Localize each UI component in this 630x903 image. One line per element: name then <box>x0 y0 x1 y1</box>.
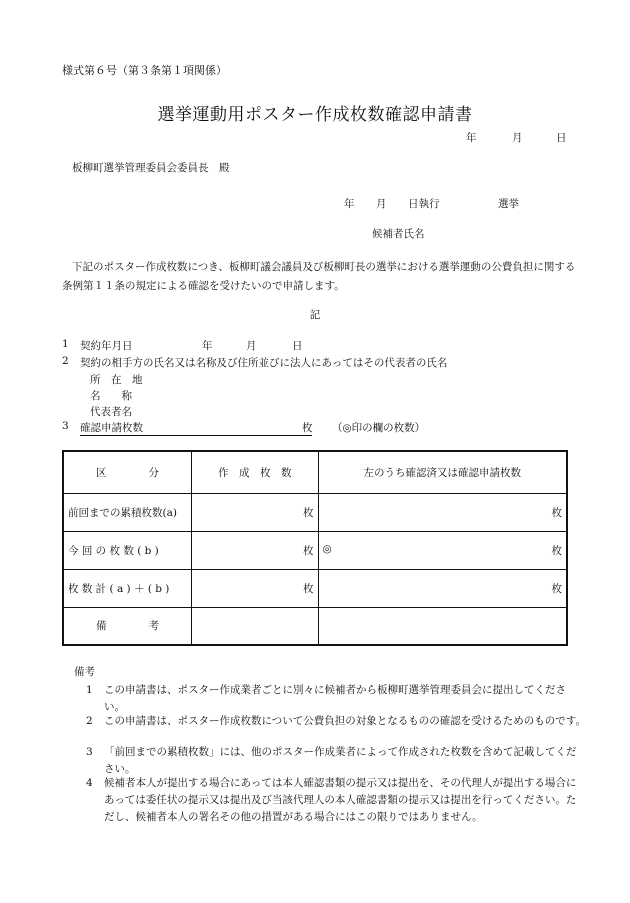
note-number: 3 <box>86 746 93 758</box>
row-unit-created: 枚 <box>192 493 319 531</box>
item2-representative: 代表者名 <box>90 406 132 418</box>
poster-count-table <box>62 450 568 646</box>
table-row <box>63 493 567 531</box>
row-unit-created: 枚 <box>192 531 319 569</box>
table-row-remarks <box>63 607 567 645</box>
note-item <box>86 744 586 778</box>
note-text: 候補者本人が提出する場合にあっては本人確認書類の提示又は提出を、その代理人が提出する場合にあっては委任状の提示又は提出及び当該代理人の本人確認書類の提示又は提出を行ってください。ただし、候補者本人の署名その他の措置がある場合にはこの限りではありません。 <box>104 777 577 823</box>
note-text: この申請書は、ポスター作成業者ごとに別々に候補者から板柳町選挙管理委員会に提出してください。 <box>104 684 566 713</box>
table-row <box>63 531 567 569</box>
header-confirmed-count: 左のうち確認済又は確認申請枚数 <box>318 451 567 493</box>
row-confirmed-cell <box>318 569 567 607</box>
note-number: 1 <box>86 684 93 696</box>
remarks-cell <box>192 607 319 645</box>
date-month: 月 <box>512 132 523 144</box>
candidate-name-label: 候補者氏名 <box>372 228 425 240</box>
row-label: 枚 数 計 ( a ) ＋ ( b ) <box>63 569 192 607</box>
item2-address: 所 在 地 <box>90 374 143 386</box>
row-unit-confirmed: 枚 <box>551 506 562 519</box>
row-confirmed-cell <box>318 531 567 569</box>
note-text: この申請書は、ポスター作成枚数について公費負担の対象となるものの確認を受けるためのものです。 <box>104 715 586 727</box>
item2-name: 名 称 <box>90 390 132 402</box>
item1-label: 契約年月日 <box>80 340 133 352</box>
application-statement: 下記のポスター作成枚数につき、板柳町議会議員及び板柳町長の選挙における選挙運動の公費負担に関する条例第１１条の規定による確認を受けたいので申請します。 <box>62 261 576 292</box>
item3-note: （◎印の欄の枚数） <box>332 422 426 434</box>
row-unit-created: 枚 <box>192 569 319 607</box>
ki-marker: 記 <box>309 309 321 321</box>
item3-number: 3 <box>62 420 69 432</box>
row-confirmed-cell <box>318 493 567 531</box>
note-item <box>86 713 586 730</box>
item2-label: 契約の相手方の氏名又は名称及び住所並びに法人にあってはその代表者の氏名 <box>80 357 448 369</box>
note-item <box>86 682 586 716</box>
row-label: 前回までの累積枚数(a) <box>63 493 192 531</box>
election-month: 月 <box>376 198 387 210</box>
note-number: 2 <box>86 715 93 727</box>
election-name: 選挙 <box>498 198 519 210</box>
item1-number: 1 <box>62 338 69 350</box>
notes-heading: 備考 <box>74 666 95 678</box>
header-created-count: 作 成 枚 数 <box>192 451 319 493</box>
item3-unit: 枚 <box>302 422 313 434</box>
remarks-cell-right <box>318 607 567 645</box>
row-label: 今 回 の 枚 数 ( b ) <box>63 531 192 569</box>
double-circle-mark: ◎ <box>322 542 332 555</box>
note-item <box>86 775 586 826</box>
election-year: 年 <box>344 198 355 210</box>
item3-label: 確認申請枚数 <box>80 420 312 436</box>
table-row <box>63 569 567 607</box>
date-year: 年 <box>466 132 477 144</box>
item1-year: 年 <box>202 340 213 352</box>
item2-number: 2 <box>62 355 69 367</box>
item1-day: 日 <box>292 340 303 352</box>
election-day: 日執行 <box>408 198 440 210</box>
note-text: 「前回までの累積枚数」には、他のポスター作成業者によって作成された枚数を含めて記載してください。 <box>104 746 577 775</box>
row-unit-confirmed: 枚 <box>551 582 562 595</box>
row-unit-confirmed: 枚 <box>551 544 562 557</box>
note-number: 4 <box>86 777 93 789</box>
addressee: 板柳町選挙管理委員会委員長 殿 <box>72 162 230 174</box>
document-title: 選挙運動用ポスター作成枚数確認申請書 <box>157 105 473 125</box>
header-category: 区 分 <box>63 451 192 493</box>
form-number: 様式第６号（第３条第１項関係） <box>62 64 227 77</box>
row-label: 備 考 <box>63 607 192 645</box>
date-day: 日 <box>556 132 567 144</box>
item1-month: 月 <box>246 340 257 352</box>
table-header-row <box>63 451 567 493</box>
